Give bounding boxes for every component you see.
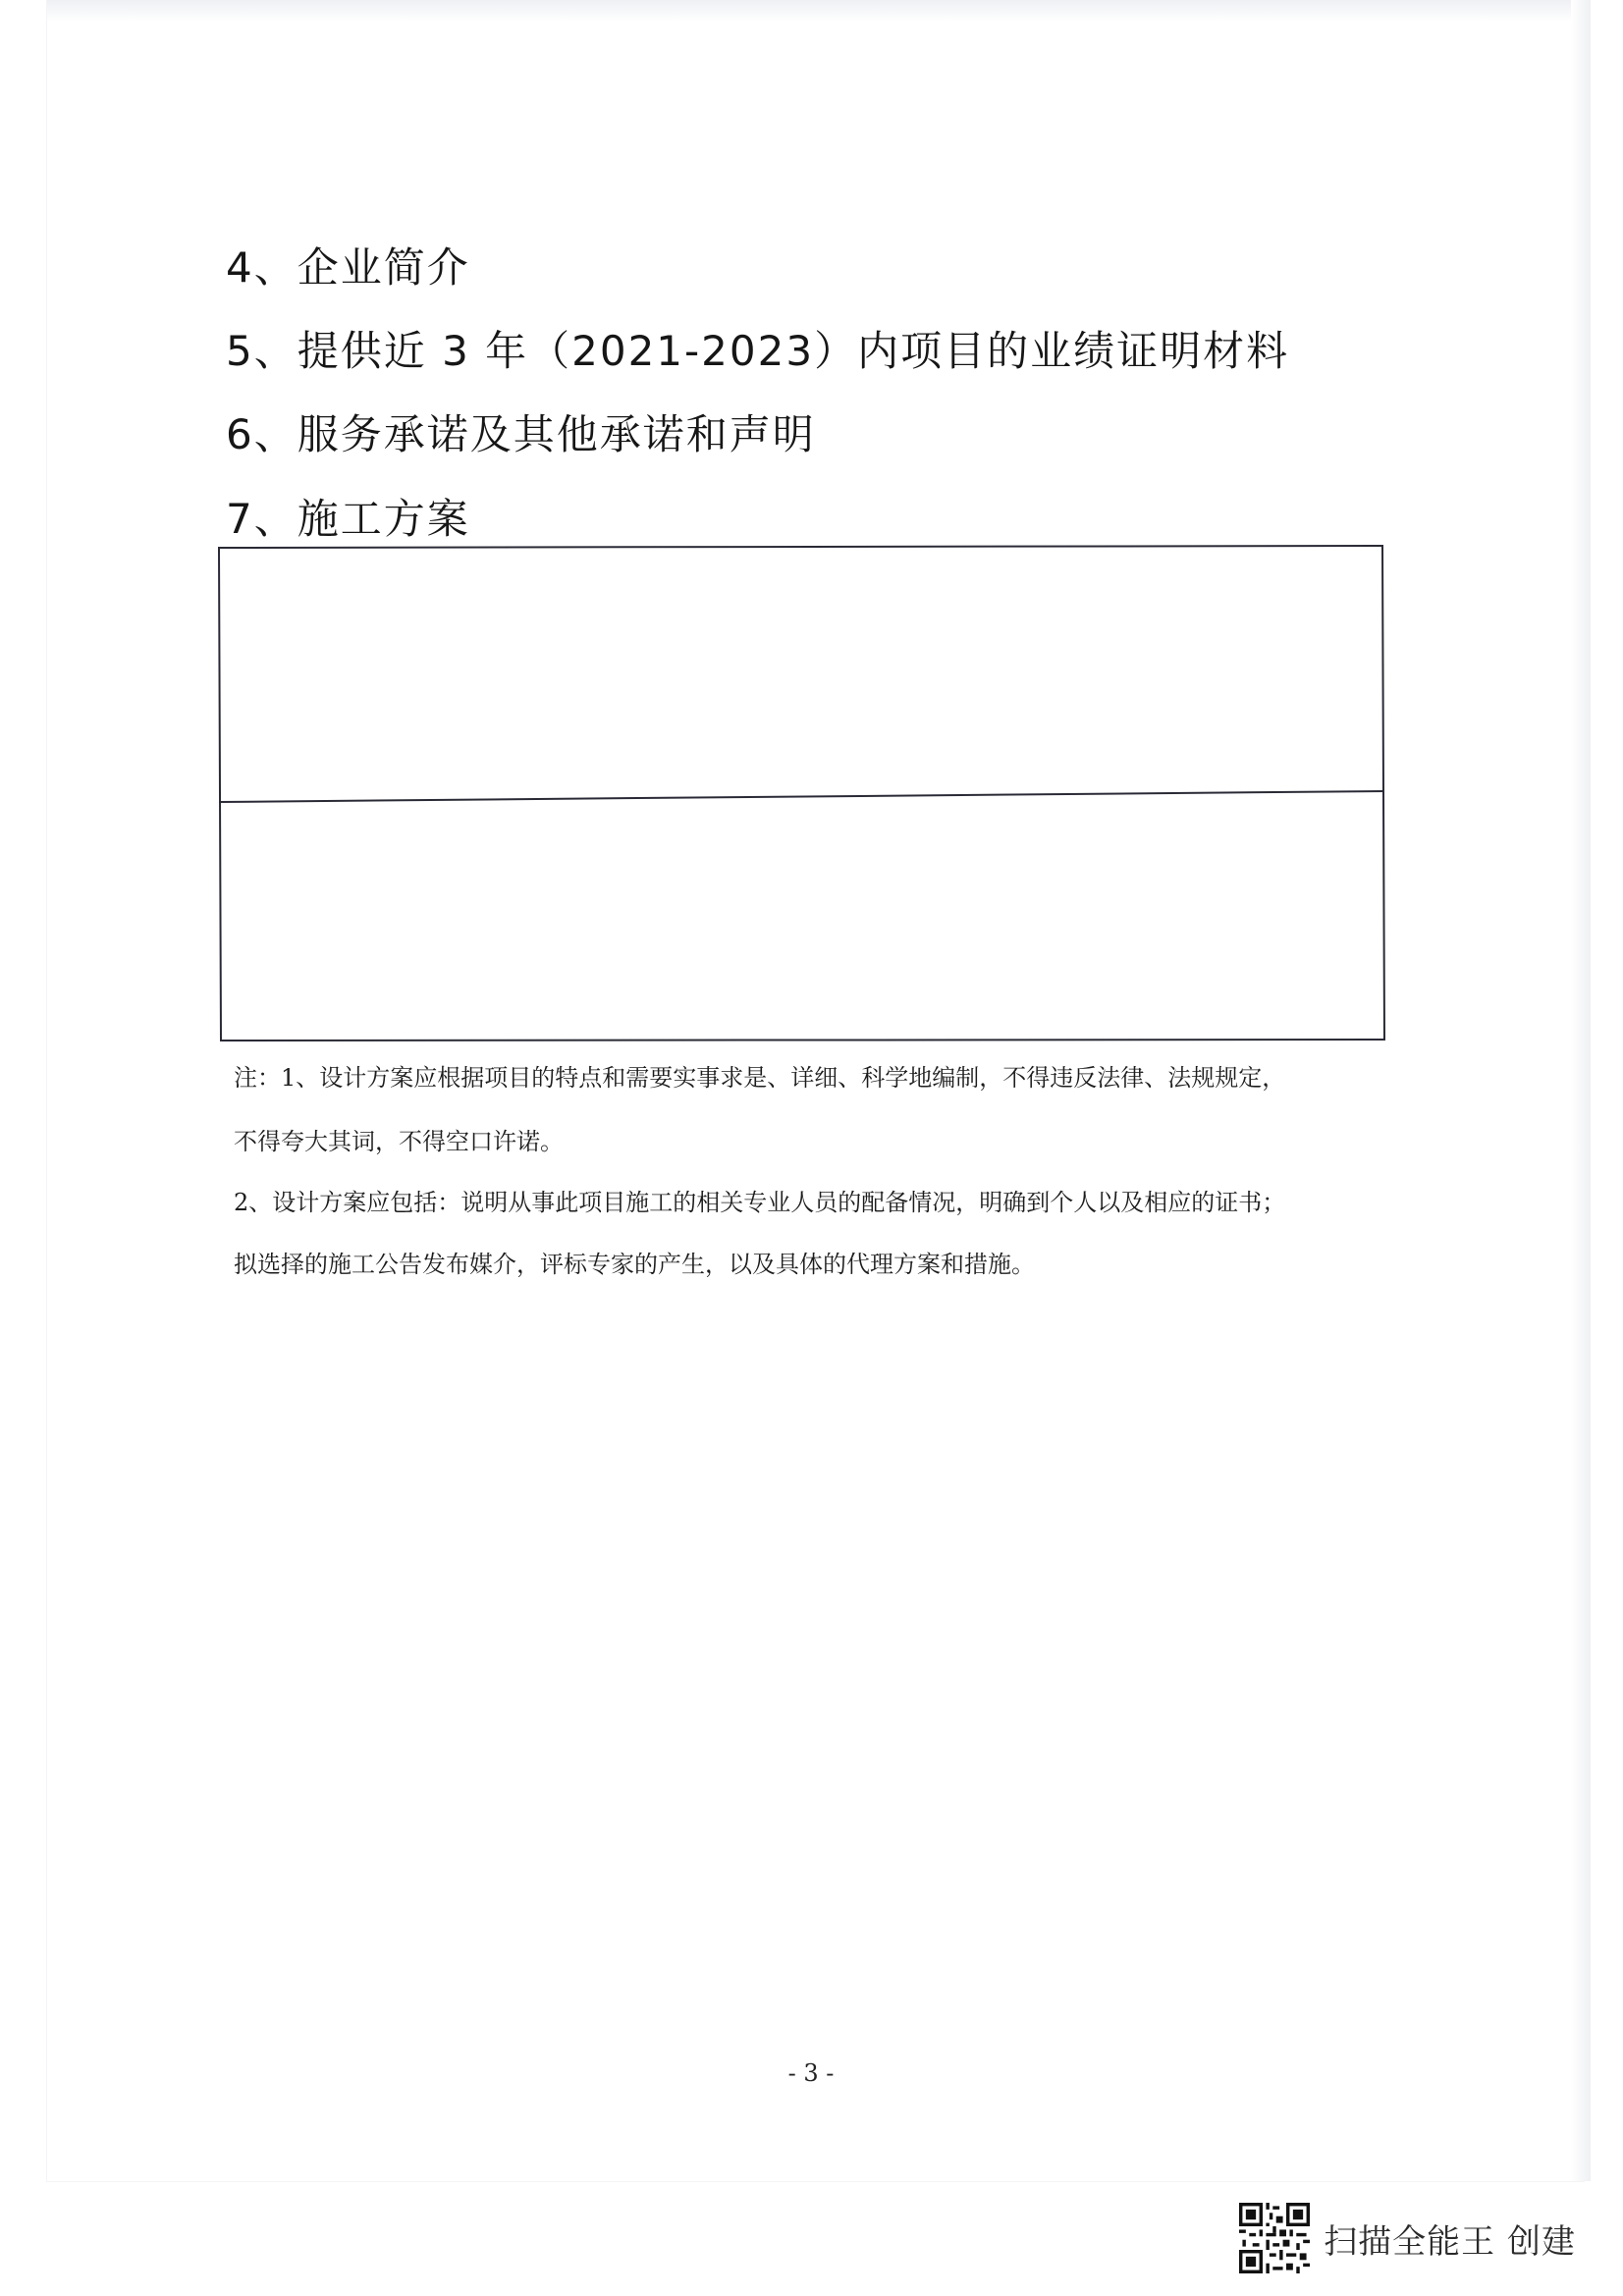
plan-box-divider: [219, 791, 1384, 802]
heading-performance-proof: 5、提供近 3 年（2021-2023）内项目的业绩证明材料: [226, 327, 1290, 375]
scanner-watermark: [1239, 2199, 1576, 2277]
page-number: - 3 -: [787, 2059, 835, 2087]
heading-service-commitment: 6、服务承诺及其他承诺和声明: [226, 410, 816, 458]
heading-construction-plan: 7、施工方案: [226, 495, 470, 543]
scan-shadow-top: [47, 0, 1584, 22]
scan-shadow-right: [1571, 0, 1591, 2181]
note-line-2: 不得夸大其词，不得空口许诺。: [234, 1128, 564, 1155]
construction-plan-box: [218, 545, 1386, 1041]
note-line-3: 2、设计方案应包括：说明从事此项目施工的相关专业人员的配备情况，明确到个人以及相应的证书；: [234, 1189, 1286, 1216]
note-line-4: 拟选择的施工公告发布媒介，评标专家的产生，以及具体的代理方案和措施。: [234, 1251, 1035, 1278]
plan-box-frame: [218, 545, 1386, 1041]
heading-company-profile: 4、企业简介: [226, 243, 470, 292]
note-line-1: 注：1、设计方案应根据项目的特点和需要实事求是、详细、科学地编制，不得违反法律、法规规定，: [234, 1064, 1286, 1092]
qr-code-icon: [1239, 2203, 1310, 2273]
scanner-brand-text: 扫描全能王 创建: [1324, 2221, 1576, 2262]
